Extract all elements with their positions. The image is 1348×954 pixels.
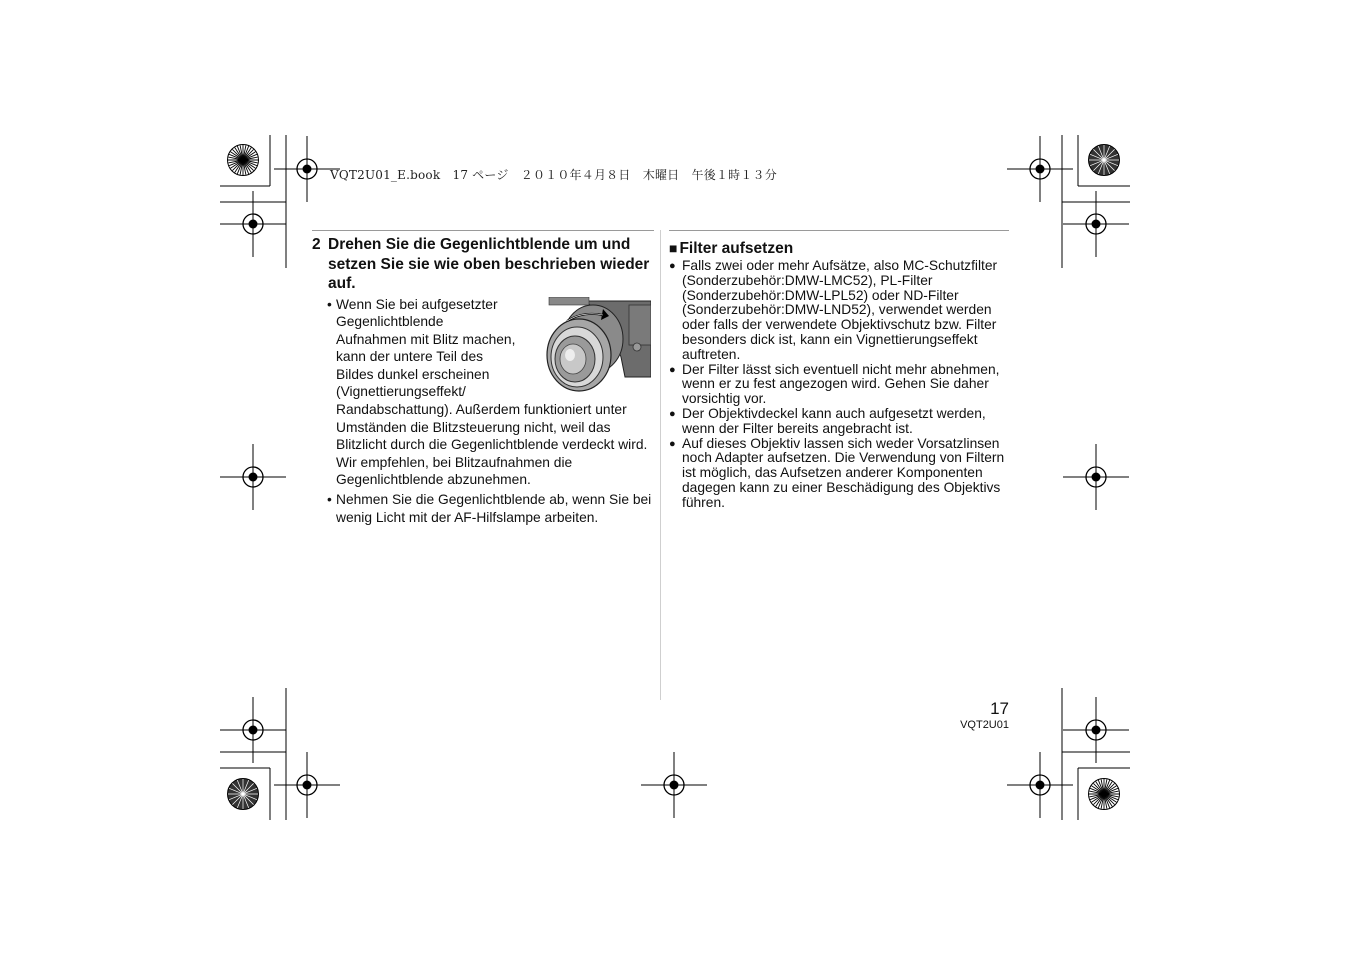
heading-text: Filter aufsetzen: [679, 240, 794, 257]
list-item-text: Falls zwei oder mehr Aufsätze, also MC-Schutzfilter (Sonderzubehör:DMW-LMC52), PL-Filter (Sonderzubehör:DMW-LPL52) oder ND-Filter (Sonderzubehör:DMW-LND52), verwendet werden oder falls der verwendete Objektivschutz bzw. Filter besonders dick ist, kann ein Vignettierungseffekt auftreten.: [682, 258, 998, 362]
step-instruction: Drehen Sie die Gegenlichtblende um und setzen Sie sie wie oben beschrieben wieder auf.: [328, 236, 650, 292]
list-item: [669, 407, 1009, 437]
note-rest-text: Randabschattung). Außerdem funktioniert unter Umständen die Blitzsteuerung nicht, weil das Blitzlicht durch die Gegenlichtblende verdeckt wird. Wir empfehlen, bei Blitzaufnahmen die Gegenlichtblende abzunehmen.: [336, 402, 648, 488]
section-heading: [669, 238, 1009, 259]
bullet-dot: ●: [669, 437, 676, 450]
step-2: [312, 235, 654, 294]
heading-square-marker: ■: [669, 240, 678, 256]
bullet-dot: ●: [669, 260, 676, 272]
list-item: [669, 363, 1009, 407]
note-af-assist: [312, 491, 654, 526]
step-number: 2: [312, 236, 321, 253]
list-item: [669, 259, 1009, 363]
column-divider: [660, 230, 661, 700]
note-text: Nehmen Sie die Gegenlichtblende ab, wenn Sie bei wenig Licht mit der AF-Hilfslampe arbeiten.: [336, 492, 652, 525]
section-rule: [669, 230, 1009, 231]
list-item-text: Der Objektivdeckel kann auch aufgesetzt werden, wenn der Filter bereits angebracht ist.: [682, 405, 986, 436]
right-column: [669, 230, 1009, 511]
list-item-text: Auf dieses Objektiv lassen sich weder Vorsatzlinsen noch Adapter aufsetzen. Die Verwendung von Filtern ist möglich, das Aufsetzen anderer Komponenten dagegen kann zu einer Beschädigung des Objektivs führen.: [682, 435, 1005, 510]
filter-notes-list: [669, 259, 1009, 511]
list-item: [669, 437, 1009, 511]
print-file-info: VQT2U01_E.book 17 ページ ２０１０年４月８日 木曜日 午後１時１３分: [330, 168, 777, 182]
camera-lens-hood-icon: [545, 297, 651, 394]
bullet-glyph: •: [327, 492, 332, 508]
bullet-dot: ●: [669, 363, 676, 376]
section-rule: [312, 230, 654, 231]
note-lead-text: Wenn Sie bei aufgesetzter Gegenlichtblende Aufnahmen mit Blitz machen, kann der untere Teil des Bildes dunkel erscheinen (Vignettierungseffekt/: [336, 296, 516, 400]
document-code: VQT2U01: [960, 719, 1009, 731]
list-item-text: Der Filter lässt sich eventuell nicht mehr abnehmen, wenn er zu fest angezogen wird. Gehen Sie daher vorsichtig vor.: [682, 361, 1000, 407]
bullet-dot: ●: [669, 407, 676, 420]
page-number: 17: [990, 699, 1009, 718]
bullet-glyph: •: [327, 296, 332, 312]
